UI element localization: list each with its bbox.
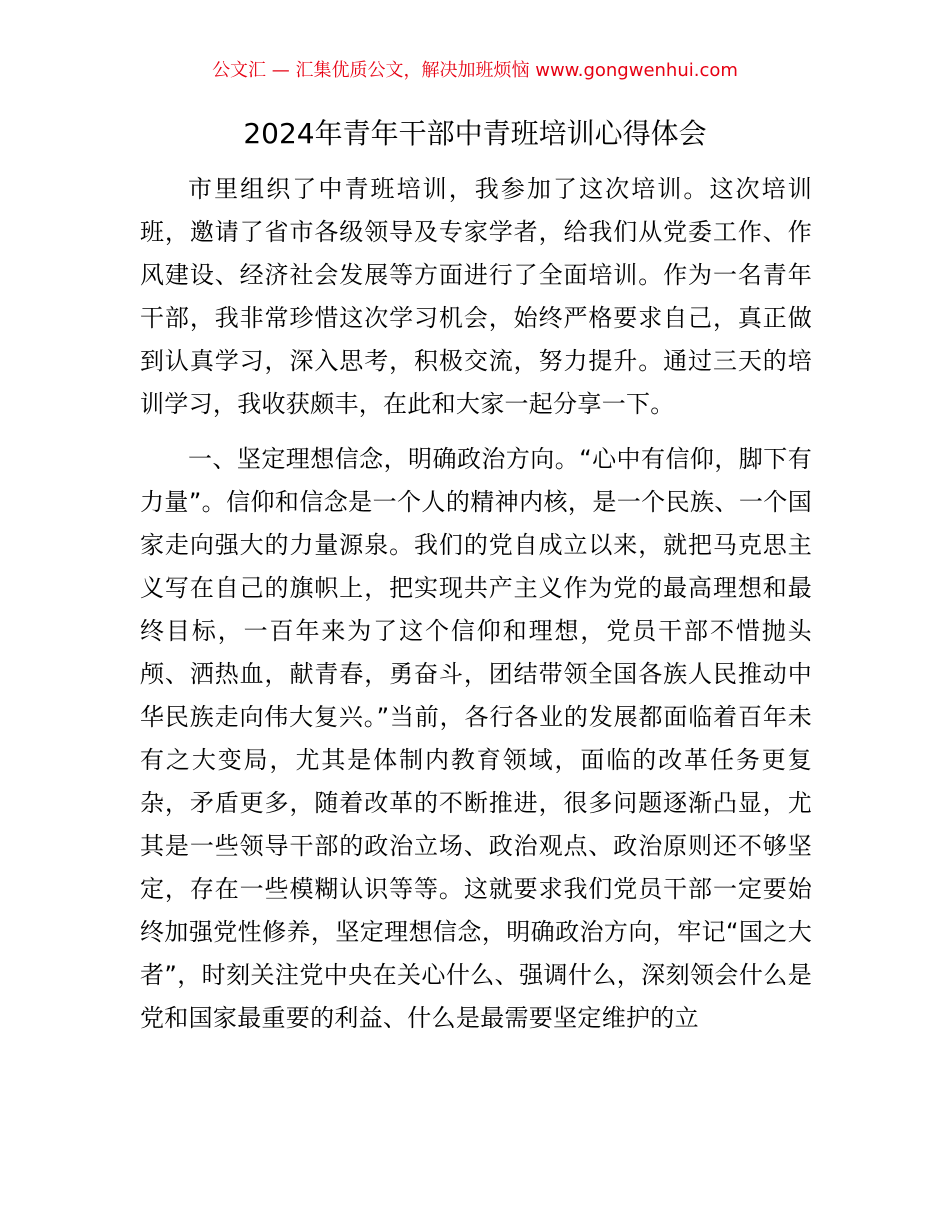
document-body [140, 168, 812, 1040]
paragraph-section-one: 一、坚定理想信念，明确政治方向。“心中有信仰，脚下有力量”。信仰和信念是一个人的精神内核，是一个民族、一个国家走向强大的力量源泉。我们的党自成立以来，就把马克思主义写在自己的旗帜上，把实现共产主义作为党的最高理想和最终目标，一百年来为了这个信仰和理想，党员干部不惜抛头颅、洒热血，献青春，勇奋斗，团结带领全国各族人民推动中华民族走向伟大复兴。”当前，各行各业的发展都面临着百年未有之大变局，尤其是体制内教育领域，面临的改革任务更复杂，矛盾更多，随着改革的不断推进，很多问题逐渐凸显，尤其是一些领导干部的政治立场、政治观点、政治原则还不够坚定，存在一些模糊认识等等。这就要求我们党员干部一定要始终加强党性修养，坚定理想信念，明确政治方向，牢记“国之大者”，时刻关注党中央在关心什么、强调什么，深刻领会什么是党和国家最重要的利益、什么是最需要坚定维护的立 [140, 445, 812, 1032]
paragraph-intro: 市里组织了中青班培训，我参加了这次培训。这次培训班，邀请了省市各级领导及专家学者，给我们从党委工作、作风建设、经济社会发展等方面进行了全面培训。作为一名青年干部，我非常珍惜这次学习机会，始终严格要求自己，真正做到认真学习，深入思考，积极交流，努力提升。通过三天的培训学习，我收获颇丰，在此和大家一起分享一下。 [140, 175, 812, 418]
document-title: 2024年青年干部中青班培训心得体会 [243, 117, 707, 150]
header-banner: 公文汇 — 汇集优质公文，解决加班烦恼 www.gongwenhui.com [212, 60, 738, 81]
